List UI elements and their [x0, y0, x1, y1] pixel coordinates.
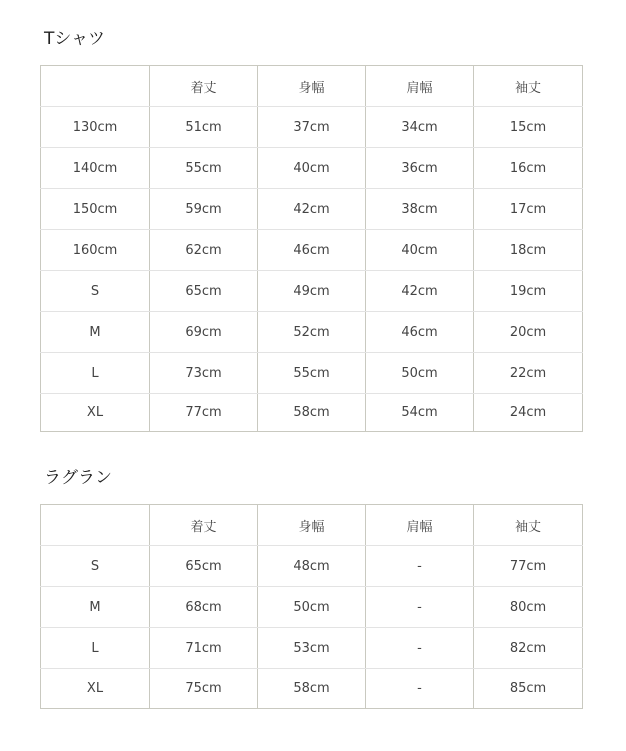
sleeve-cell: 19cm	[474, 271, 583, 312]
raglan-size-table	[40, 504, 583, 709]
shoulder-cell: 42cm	[366, 271, 474, 312]
width-cell: 37cm	[258, 107, 366, 148]
size-cell: S	[41, 271, 150, 312]
length-cell: 73cm	[150, 353, 258, 394]
header-cell-width: 身幅	[258, 505, 366, 546]
size-cell: 160cm	[41, 230, 150, 271]
width-cell: 42cm	[258, 189, 366, 230]
shoulder-cell: 46cm	[366, 312, 474, 353]
shoulder-cell: 40cm	[366, 230, 474, 271]
table-row	[41, 271, 583, 312]
size-cell: M	[41, 587, 150, 628]
sleeve-cell: 24cm	[474, 394, 583, 432]
sleeve-cell: 82cm	[474, 628, 583, 669]
length-cell: 62cm	[150, 230, 258, 271]
length-cell: 55cm	[150, 148, 258, 189]
raglan-section-title: ラグラン	[44, 468, 112, 488]
size-cell: L	[41, 628, 150, 669]
size-cell: XL	[41, 669, 150, 709]
length-cell: 59cm	[150, 189, 258, 230]
width-cell: 55cm	[258, 353, 366, 394]
table-row	[41, 312, 583, 353]
table-row	[41, 628, 583, 669]
length-cell: 77cm	[150, 394, 258, 432]
table-row	[41, 353, 583, 394]
shoulder-cell: 34cm	[366, 107, 474, 148]
table-row	[41, 107, 583, 148]
header-cell-length: 着丈	[150, 66, 258, 107]
size-cell: L	[41, 353, 150, 394]
width-cell: 52cm	[258, 312, 366, 353]
sleeve-cell: 22cm	[474, 353, 583, 394]
table-row	[41, 394, 583, 432]
width-cell: 58cm	[258, 669, 366, 709]
table-row	[41, 189, 583, 230]
length-cell: 71cm	[150, 628, 258, 669]
width-cell: 48cm	[258, 546, 366, 587]
table-row	[41, 148, 583, 189]
sleeve-cell: 80cm	[474, 587, 583, 628]
shoulder-cell: 38cm	[366, 189, 474, 230]
shoulder-cell: 50cm	[366, 353, 474, 394]
table-row	[41, 546, 583, 587]
sleeve-cell: 77cm	[474, 546, 583, 587]
header-cell-shoulder: 肩幅	[366, 505, 474, 546]
length-cell: 65cm	[150, 271, 258, 312]
size-cell: 150cm	[41, 189, 150, 230]
table-header-row	[41, 505, 583, 546]
size-cell: S	[41, 546, 150, 587]
header-cell-size	[41, 66, 150, 107]
length-cell: 65cm	[150, 546, 258, 587]
header-cell-shoulder: 肩幅	[366, 66, 474, 107]
shoulder-cell: -	[366, 628, 474, 669]
header-cell-size	[41, 505, 150, 546]
width-cell: 46cm	[258, 230, 366, 271]
tshirt-size-table	[40, 65, 583, 432]
width-cell: 40cm	[258, 148, 366, 189]
sleeve-cell: 17cm	[474, 189, 583, 230]
size-cell: 130cm	[41, 107, 150, 148]
header-cell-width: 身幅	[258, 66, 366, 107]
size-cell: 140cm	[41, 148, 150, 189]
length-cell: 51cm	[150, 107, 258, 148]
table-row	[41, 230, 583, 271]
table-row	[41, 587, 583, 628]
tshirt-section-title: Tシャツ	[44, 29, 106, 49]
header-cell-sleeve: 袖丈	[474, 505, 583, 546]
length-cell: 75cm	[150, 669, 258, 709]
size-cell: XL	[41, 394, 150, 432]
table-header-row	[41, 66, 583, 107]
header-cell-sleeve: 袖丈	[474, 66, 583, 107]
sleeve-cell: 18cm	[474, 230, 583, 271]
size-cell: M	[41, 312, 150, 353]
sleeve-cell: 20cm	[474, 312, 583, 353]
shoulder-cell: 54cm	[366, 394, 474, 432]
width-cell: 58cm	[258, 394, 366, 432]
width-cell: 50cm	[258, 587, 366, 628]
shoulder-cell: -	[366, 546, 474, 587]
width-cell: 53cm	[258, 628, 366, 669]
sleeve-cell: 85cm	[474, 669, 583, 709]
width-cell: 49cm	[258, 271, 366, 312]
header-cell-length: 着丈	[150, 505, 258, 546]
table-row	[41, 669, 583, 709]
sleeve-cell: 16cm	[474, 148, 583, 189]
shoulder-cell: -	[366, 669, 474, 709]
shoulder-cell: 36cm	[366, 148, 474, 189]
length-cell: 69cm	[150, 312, 258, 353]
length-cell: 68cm	[150, 587, 258, 628]
sleeve-cell: 15cm	[474, 107, 583, 148]
shoulder-cell: -	[366, 587, 474, 628]
